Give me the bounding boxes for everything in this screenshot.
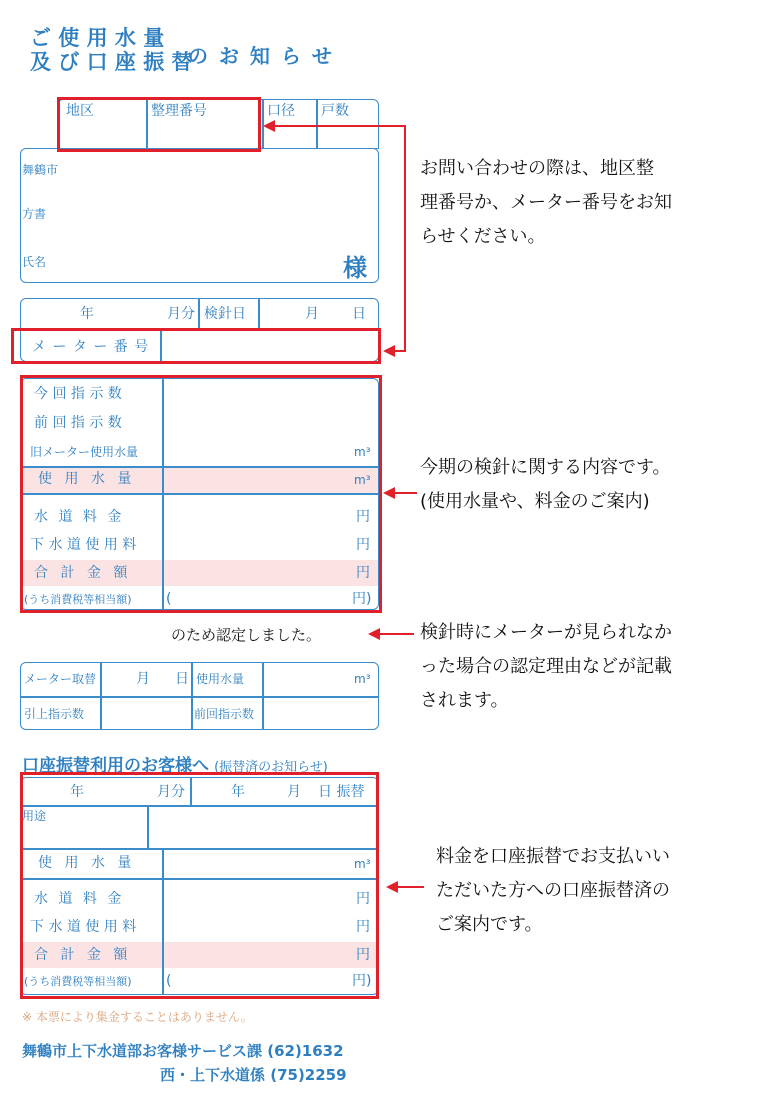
year-label: 年 xyxy=(80,306,94,322)
sewer-fee-label: 下 水 道 使 用 料 xyxy=(30,537,137,553)
arrow-3-head xyxy=(368,628,380,640)
meter-change-usage-label: 使用水量 xyxy=(196,672,245,686)
usage-amount-label: 使 用 水 量 xyxy=(38,471,136,487)
transfer-sewer-yen: 円 xyxy=(356,919,370,935)
annotation-reading-line2: (使用水量や、料金のご案内) xyxy=(420,491,650,512)
title-line1: ご 使 用 水 量 xyxy=(30,26,165,50)
read-day-label: 検針日 xyxy=(204,306,246,322)
purpose-label: 用途 xyxy=(22,809,47,823)
annotation-estimate-line1: 検針時にメーターが見られなか xyxy=(420,622,672,643)
annotation-inquiry-line1: お問い合わせの際は、地区整 xyxy=(420,158,654,179)
address-box xyxy=(20,148,379,283)
old-meter-unit: m³ xyxy=(354,445,371,459)
transfer-day: 日 振替 xyxy=(318,784,365,800)
honorific: 様 xyxy=(343,254,367,282)
transfer-tax: (うち消費税等相当額) xyxy=(24,975,132,988)
title-line2: 及 び 口 座 振 替 xyxy=(30,50,193,74)
arrow-1-vertical xyxy=(404,125,406,351)
pull-reading-label: 引上指示数 xyxy=(24,707,85,721)
annotation-transfer-line3: ご案内です。 xyxy=(436,914,543,935)
transfer-year2: 年 xyxy=(231,784,245,800)
footer-contact2: 西・上下水道係 (75)2259 xyxy=(160,1066,347,1084)
annotation-estimate xyxy=(420,616,672,718)
transfer-water-yen: 円 xyxy=(356,891,370,907)
current-reading-label: 今 回 指 示 数 xyxy=(34,386,122,402)
meter-change-unit: m³ xyxy=(354,672,371,686)
water-fee-yen: 円 xyxy=(356,509,370,525)
annotation-transfer-line1: 料金を口座振替でお支払いい xyxy=(436,846,670,867)
tax-yen: 円) xyxy=(352,591,372,607)
day-label: 日 xyxy=(352,306,366,322)
city-label: 舞鶴市 xyxy=(22,163,59,177)
annotation-reading-line1: 今期の検針に関する内容です。 xyxy=(420,457,671,478)
highlight-usage xyxy=(20,375,382,613)
arrow-4 xyxy=(398,886,424,888)
arrow-2 xyxy=(395,492,417,494)
sewer-fee-yen: 円 xyxy=(356,537,370,553)
annotation-transfer xyxy=(436,840,670,942)
tax-label: (うち消費税等相当額) xyxy=(24,593,132,606)
transfer-tax-paren: ( xyxy=(166,973,172,989)
arrow-1-head-top xyxy=(263,120,275,132)
annotation-inquiry xyxy=(420,152,672,254)
annotation-reading xyxy=(420,451,671,519)
month-label: 月 xyxy=(305,306,319,322)
transfer-usage-label: 使 用 水 量 xyxy=(38,855,136,871)
arrow-1-bottom xyxy=(395,350,406,352)
households-label: 戸数 xyxy=(321,103,349,119)
arrow-1-top xyxy=(275,125,405,127)
ref-no-label: 整理番号 xyxy=(151,103,207,119)
footer-note: ※ 本票により集金することはありません。 xyxy=(22,1010,253,1024)
month-of-label: 月分 xyxy=(167,306,195,322)
meter-change-month: 月 xyxy=(136,671,150,687)
annotation-estimate-line3: されます。 xyxy=(420,690,509,711)
annotation-estimate-line2: った場合の認定理由などが記載 xyxy=(420,656,672,677)
old-meter-usage-label: 旧メーター使用水量 xyxy=(30,445,139,459)
arrow-4-head xyxy=(386,881,398,893)
title-suffix: の お 知 ら せ xyxy=(188,44,334,68)
form-title xyxy=(30,26,193,74)
arrow-3 xyxy=(380,633,414,635)
transfer-month-of: 月分 xyxy=(157,784,185,800)
estimate-note: のため認定しました。 xyxy=(171,626,322,644)
transfer-sewer-fee: 下 水 道 使 用 料 xyxy=(30,919,137,935)
meter-change-label: メーター取替 xyxy=(24,672,97,686)
highlight-meter-no xyxy=(11,328,381,364)
footer-contact1: 舞鶴市上下水道部お客様サービス課 (62)1632 xyxy=(22,1042,344,1060)
annotation-inquiry-line2: 理番号か、メーター番号をお知 xyxy=(420,192,672,213)
meter-change-day: 日 xyxy=(175,671,189,687)
arrow-1-head-bottom xyxy=(383,345,395,357)
annotation-inquiry-line3: らせください。 xyxy=(420,226,546,247)
transfer-heading-main: 口座振替利用のお客様へ xyxy=(22,756,209,776)
highlight-transfer xyxy=(20,772,379,999)
transfer-total-yen: 円 xyxy=(356,947,370,963)
water-fee-label: 水 道 料 金 xyxy=(34,509,125,525)
name-label: 氏名 xyxy=(22,255,47,269)
diameter-label: 口径 xyxy=(267,103,295,119)
transfer-year: 年 xyxy=(70,784,84,800)
transfer-total: 合 計 金 額 xyxy=(34,947,132,963)
usage-unit: m³ xyxy=(354,473,371,487)
highlight-district-ref xyxy=(57,97,261,152)
previous-reading-label: 前 回 指 示 数 xyxy=(34,415,122,431)
transfer-usage-unit: m³ xyxy=(354,857,371,871)
prev-reading-label: 前回指示数 xyxy=(194,707,255,721)
total-label: 合 計 金 額 xyxy=(34,565,132,581)
transfer-month: 月 xyxy=(287,784,301,800)
arrow-2-head xyxy=(383,487,395,499)
transfer-heading-note: (振替済のお知らせ) xyxy=(214,760,328,775)
district-label: 地区 xyxy=(66,103,94,119)
transfer-tax-yen: 円) xyxy=(352,973,372,989)
total-yen: 円 xyxy=(356,565,370,581)
tax-open-paren: ( xyxy=(166,591,172,607)
care-of-label: 方書 xyxy=(22,207,47,221)
meter-no-label: メ ー タ ー 番 号 xyxy=(32,339,150,355)
transfer-water-fee: 水 道 料 金 xyxy=(34,891,125,907)
annotation-transfer-line2: ただいた方への口座振替済の xyxy=(436,880,670,901)
